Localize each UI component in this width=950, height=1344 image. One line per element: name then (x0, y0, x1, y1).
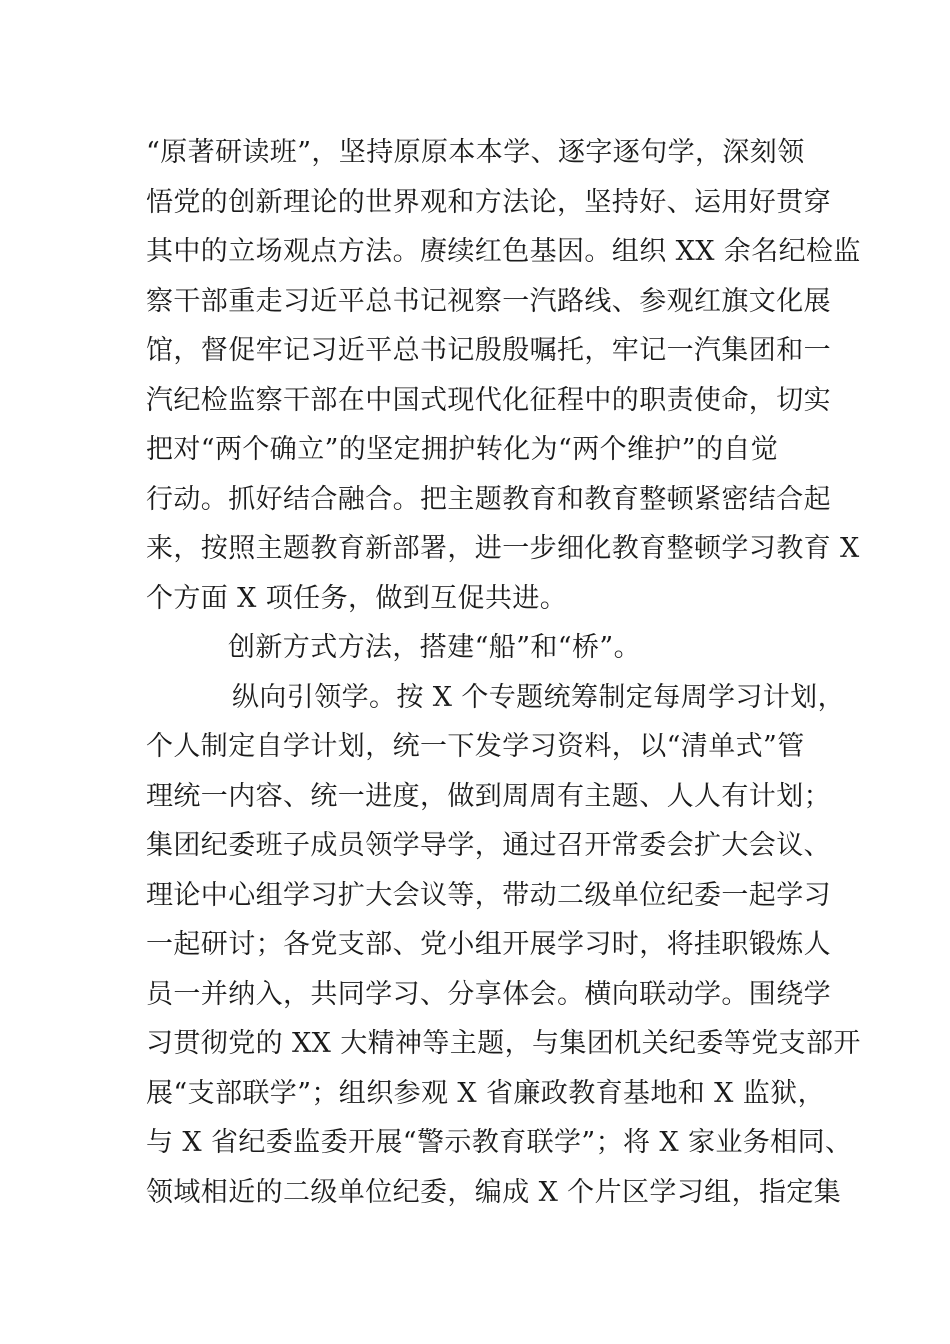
text-line: 汽纪检监察干部在中国式现代化征程中的职责使命，切实 (146, 384, 831, 416)
text-line: 领域相近的二级单位纪委，编成 X 个片区学习组，指定集 (146, 1176, 842, 1208)
text-line: 习贯彻党的 XX 大精神等主题，与集团机关纪委等党支部开 (146, 1028, 861, 1059)
text-line: “原著研读班”，坚持原原本本学、逐字逐句学，深刻领 (146, 137, 805, 168)
text-line: 理统一内容、统一进度，做到周周有主题、人人有计划； (146, 780, 831, 812)
paragraph-1 (146, 128, 861, 623)
text-line: 个方面 X 项任务，做到互促共进。 (146, 582, 568, 614)
section-heading: 创新方式方法，搭建“船”和“桥”。 (228, 632, 642, 663)
text-line: 纵向引领学。按 X 个专题统筹制定每周学习计划， (232, 681, 845, 713)
text-line: 展“支部联学”；组织参观 X 省廉政教育基地和 X 监狱， (146, 1077, 825, 1109)
text-line: 行动。抓好结合融合。把主题教育和教育整顿紧密结合起 (146, 483, 831, 515)
text-line: 理论中心组学习扩大会议等，带动二级单位纪委一起学习 (146, 879, 831, 911)
text-line: 集团纪委班子成员领学导学，通过召开常委会扩大会议、 (146, 830, 831, 861)
document-body (146, 128, 861, 1217)
paragraph-2 (146, 673, 861, 1218)
text-line: 悟党的创新理论的世界观和方法论，坚持好、运用好贯穿 (146, 186, 831, 218)
text-line: 其中的立场观点方法。赓续红色基因。组织 XX 余名纪检监 (146, 236, 861, 267)
text-line: 馆，督促牢记习近平总书记殷殷嘱托，牢记一汽集团和一 (146, 335, 831, 366)
text-line: 把对“两个确立”的坚定拥护转化为“两个维护”的自觉 (146, 434, 779, 465)
text-line: 个人制定自学计划，统一下发学习资料，以“清单式”管 (146, 731, 805, 762)
text-line: 察干部重走习近平总书记视察一汽路线、参观红旗文化展 (146, 285, 831, 317)
text-line: 与 X 省纪委监委开展“警示教育联学”；将 X 家业务相同、 (146, 1127, 853, 1158)
text-line: 一起研讨；各党支部、党小组开展学习时，将挂职锻炼人 (146, 929, 831, 960)
text-line: 来，按照主题教育新部署，进一步细化教育整顿学习教育 X (146, 533, 860, 564)
text-line: 员一并纳入，共同学习、分享体会。横向联动学。围绕学 (146, 978, 831, 1010)
